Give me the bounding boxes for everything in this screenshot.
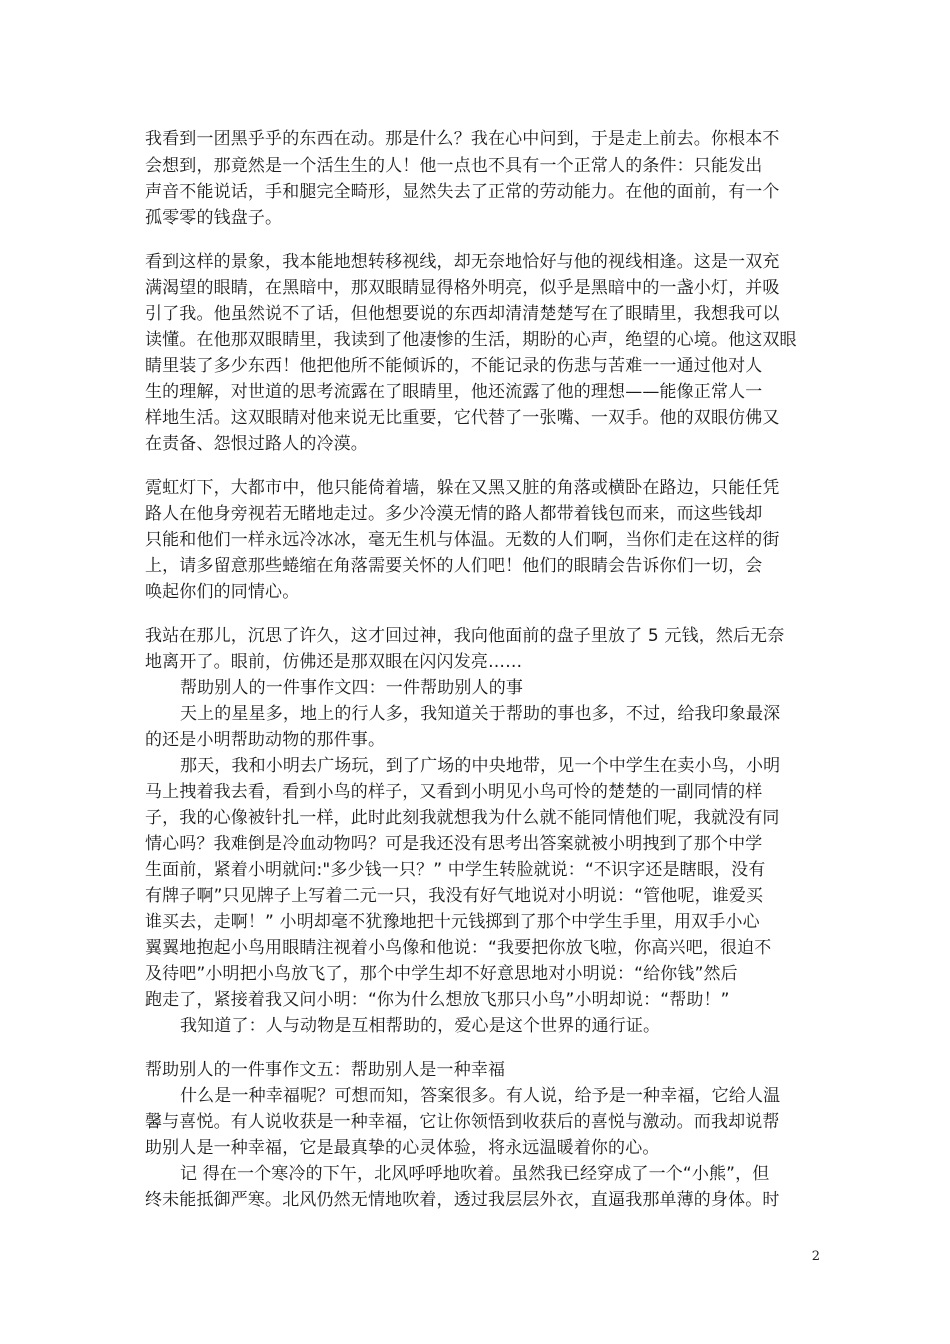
text-line: 满渴望的眼睛，在黑暗中，那双眼睛显得格外明亮，似乎是黑暗中的一盏小灯，并吸	[145, 278, 780, 298]
text-line: 记 得在一个寒冷的下午，北风呼呼地吹着。虽然我已经穿成了一个“小熊”，但	[180, 1164, 770, 1184]
text-line: 霓虹灯下，大都市中，他只能倚着墙，躲在又黑又脏的角落或横卧在路边，只能任凭	[145, 478, 780, 498]
text-line: 生面前，紧着小明就问:"多少钱一只？” 中学生转脸就说：“不识字还是瞎眼，没有	[145, 860, 766, 880]
text-line: 读懂。在他那双眼睛里，我读到了他凄惨的生活，期盼的心声，绝望的心境。他这双眼	[145, 330, 797, 350]
text-line: 那天，我和小明去广场玩，到了广场的中央地带，见一个中学生在卖小鸟，小明	[180, 756, 781, 776]
text-line: 会想到，那竟然是一个活生生的人！他一点也不具有一个正常人的条件：只能发出	[145, 156, 763, 176]
text-line: 天上的星星多，地上的行人多，我知道关于帮助的事也多，不过，给我印象最深	[180, 704, 781, 724]
text-line: 谁买去，走啊！” 小明却毫不犹豫地把十元钱掷到了那个中学生手里，用双手小心	[145, 912, 760, 932]
section-heading: 帮助别人的一件事作文四：一件帮助别人的事	[180, 678, 523, 698]
text-line: 在责备、怨恨过路人的冷漠。	[145, 434, 368, 454]
text-line: 上，请多留意那些蜷缩在角落需要关怀的人们吧！他们的眼睛会告诉你们一切，会	[145, 556, 763, 576]
text-line: 有牌子啊”只见牌子上写着二元一只，我没有好气地说对小明说：“管他呢，谁爱买	[145, 886, 764, 906]
text-line: 只能和他们一样永远冷冰冰，毫无生机与体温。无数的人们啊，当你们走在这样的街	[145, 530, 780, 550]
text-line: 孤零零的钱盘子。	[145, 208, 283, 228]
text-line: 地离开了。眼前，仿佛还是那双眼在闪闪发亮……	[145, 652, 523, 672]
text-line: 唤起你们的同情心。	[145, 582, 300, 602]
text-line: 我站在那儿，沉思了许久，这才回过神，我向他面前的盘子里放了 5 元钱，然后无奈	[145, 626, 785, 646]
text-line: 助别人是一种幸福，它是最真挚的心灵体验，将永远温暖着你的心。	[145, 1138, 660, 1158]
text-line: 跑走了，紧接着我又问小明：“你为什么想放飞那只小鸟”小明却说：“帮助！”	[145, 990, 730, 1010]
text-line: 子，我的心像被针扎一样，此时此刻我就想我为什么就不能同情他们呢，我就没有同	[145, 808, 780, 828]
text-line: 的还是小明帮助动物的那件事。	[145, 730, 386, 750]
text-line: 睛里装了多少东西！他把他所不能倾诉的，不能记录的伤悲与苦难一一通过他对人	[145, 356, 763, 376]
text-line: 马上拽着我去看，看到小鸟的样子，又看到小明见小鸟可怜的楚楚的一副同情的样	[145, 782, 763, 802]
text-line: 终未能抵御严寒。北风仍然无情地吹着，透过我层层外衣，直逼我那单薄的身体。时	[145, 1190, 780, 1210]
page-number: 2	[811, 1249, 820, 1264]
text-line: 什么是一种幸福呢？可想而知，答案很多。有人说，给予是一种幸福，它给人温	[180, 1086, 781, 1106]
text-line: 翼翼地抱起小鸟用眼睛注视着小鸟像和他说：“我要把你放飞啦，你高兴吧，很迫不	[145, 938, 772, 958]
text-line: 情心吗？我难倒是冷血动物吗？可是我还没有思考出答案就被小明拽到了那个中学	[145, 834, 763, 854]
text-line: 及待吧”小明把小鸟放飞了，那个中学生却不好意思地对小明说：“给你钱”然后	[145, 964, 738, 984]
text-line: 样地生活。这双眼睛对他来说无比重要，它代替了一张嘴、一双手。他的双眼仿佛又	[145, 408, 780, 428]
text-line: 馨与喜悦。有人说收获是一种幸福，它让你领悟到收获后的喜悦与激动。而我却说帮	[145, 1112, 780, 1132]
text-line: 我看到一团黑乎乎的东西在动。那是什么？我在心中问到，于是走上前去。你根本不	[145, 129, 780, 149]
text-line: 看到这样的景象，我本能地想转移视线，却无奈地恰好与他的视线相逢。这是一双充	[145, 252, 780, 272]
text-line: 路人在他身旁视若无睹地走过。多少冷漠无情的路人都带着钱包而来，而这些钱却	[145, 504, 763, 524]
text-line: 我知道了：人与动物是互相帮助的，爱心是这个世界的通行证。	[180, 1016, 661, 1036]
section-heading: 帮助别人的一件事作文五：帮助别人是一种幸福	[145, 1060, 506, 1080]
text-line: 引了我。他虽然说不了话，但他想要说的东西却清清楚楚写在了眼睛里，我想我可以	[145, 304, 780, 324]
text-line: 生的理解，对世道的思考流露在了眼睛里，他还流露了他的理想——能像正常人一	[145, 382, 763, 402]
text-line: 声音不能说话，手和腿完全畸形，显然失去了正常的劳动能力。在他的面前，有一个	[145, 182, 780, 202]
